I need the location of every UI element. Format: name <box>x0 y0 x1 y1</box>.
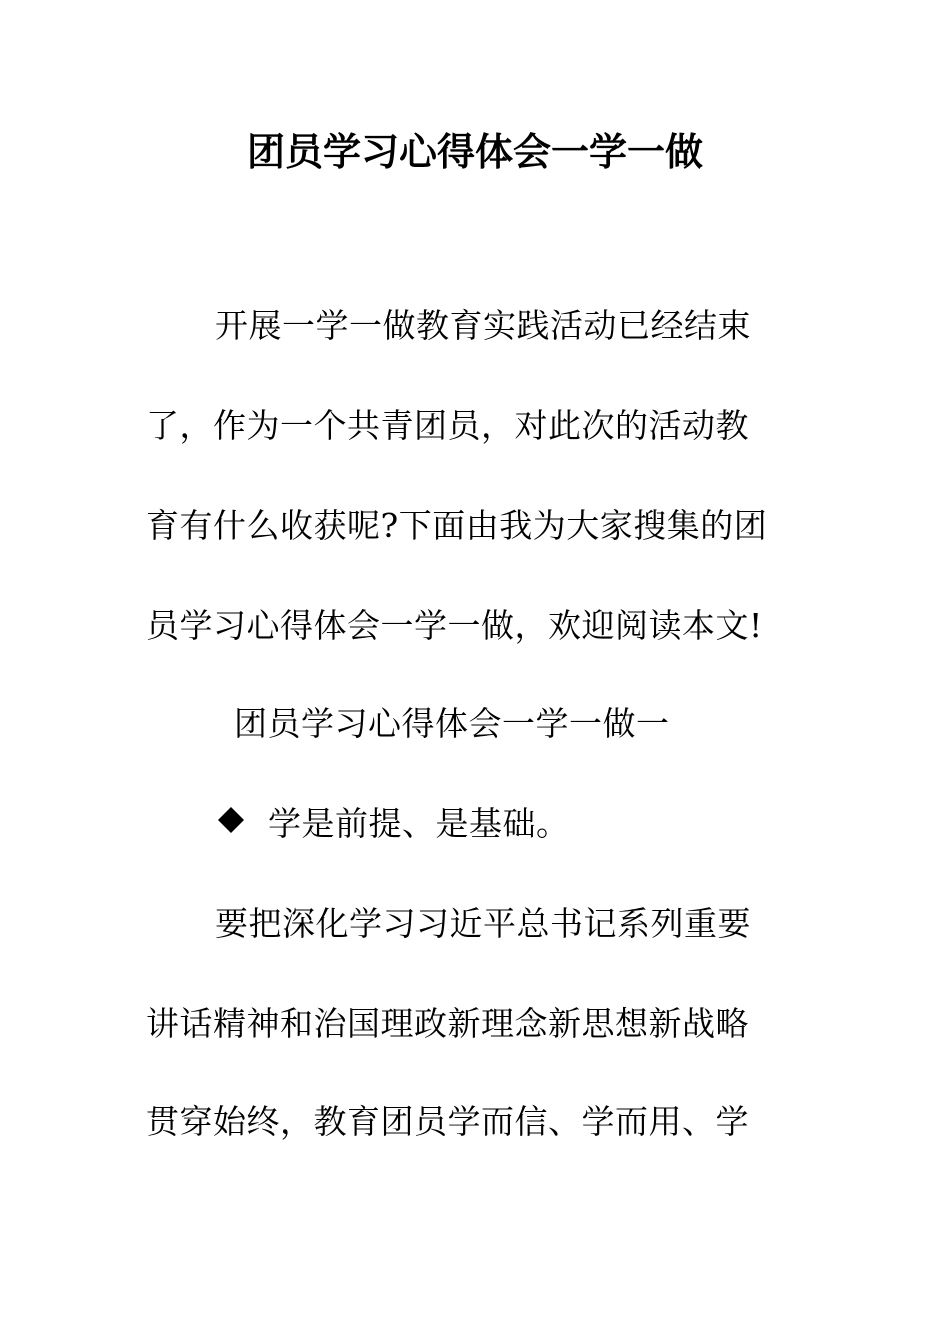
document-title: 团员学习心得体会一学一做 <box>246 130 703 174</box>
body-line-3: 贯穿始终，教育团员学而信、学而用、学 <box>146 1102 749 1141</box>
intro-line-1: 开展一学一做教育实践活动已经结束 <box>215 306 751 345</box>
diamond-bullet-icon <box>217 806 245 834</box>
intro-line-4: 员学习心得体会一学一做，欢迎阅读本文! <box>146 606 763 645</box>
intro-line-2: 了，作为一个共青团员，对此次的活动教 <box>146 406 749 445</box>
intro-line-3: 育有什么收获呢?下面由我为大家搜集的团 <box>146 506 768 545</box>
section-heading: 团员学习心得体会一学一做一 <box>234 704 670 743</box>
bullet-text: 学是前提、是基础。 <box>268 804 570 843</box>
body-line-2: 讲话精神和治国理政新理念新思想新战略 <box>146 1004 749 1043</box>
body-line-1: 要把深化学习习近平总书记系列重要 <box>215 904 751 943</box>
